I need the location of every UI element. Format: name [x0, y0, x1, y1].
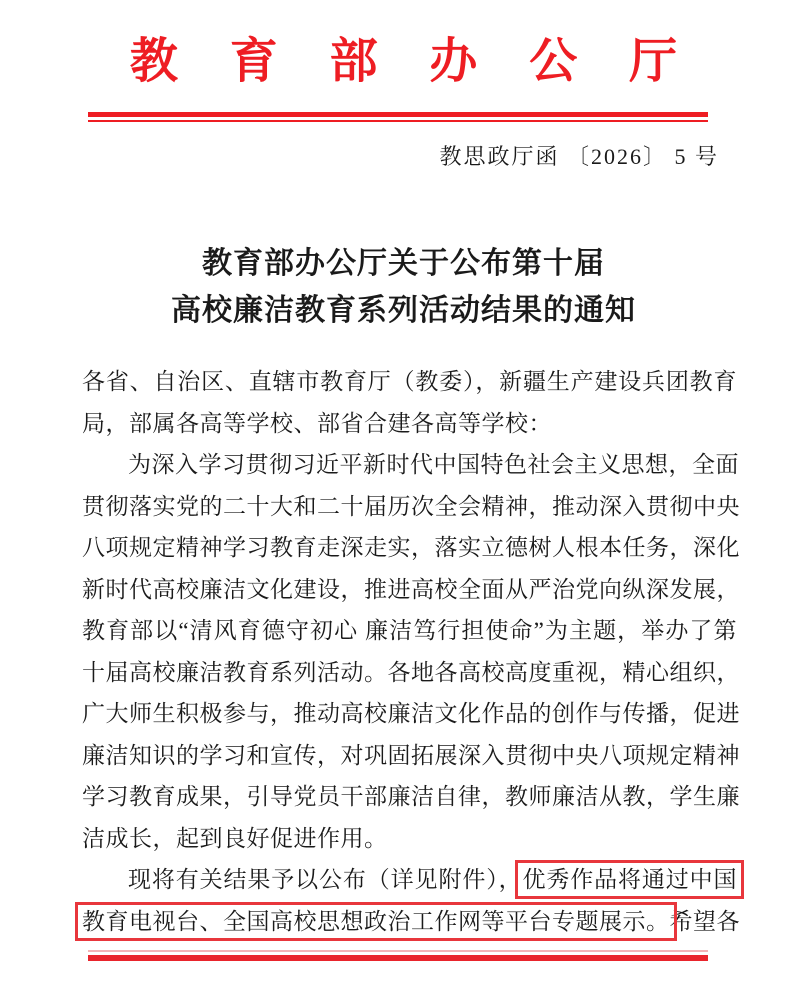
body-text-segment: 十届高校廉洁教育系列活动。各地各高校高度重视，精心组织，	[82, 659, 740, 685]
body-line	[82, 901, 740, 943]
body-text-segment: 教育部以“清风育德守初心 廉洁笃行担使命”为主题，举办了第	[82, 618, 737, 643]
body-line	[82, 444, 737, 486]
bottom-separator-thin-line	[88, 950, 708, 952]
document-number: 教思政厅函 〔2026〕 5 号	[439, 144, 719, 169]
notice-title	[0, 240, 807, 334]
body-text-segment: 廉洁知识的学习和宣传，对巩固拓展深入贯彻中央八项规定精神	[82, 742, 740, 768]
body-text-segment: 希望各	[669, 908, 740, 934]
body-line	[82, 403, 737, 445]
body-text-segment: 洁成长，起到良好促进作用。	[82, 825, 388, 851]
body-line	[82, 569, 740, 611]
body-text-segment: 广大师生积极参与，推动高校廉洁文化作品的创作与传播，促进	[82, 701, 740, 726]
top-separator-thin-line	[88, 120, 708, 122]
body-line	[82, 776, 740, 818]
letterhead-agency-name: 教育部办公厅	[129, 35, 729, 88]
body-line	[82, 610, 737, 652]
notice-title-line2: 高校廉洁教育系列活动结果的通知	[171, 294, 636, 327]
notice-title-line1: 教育部办公厅关于公布第十届	[202, 247, 605, 280]
body-line	[82, 361, 737, 403]
document-body	[82, 361, 740, 942]
body-line	[82, 527, 740, 569]
body-text-segment: 现将有关结果予以公布（详见附件），	[128, 867, 523, 892]
highlight-box: 教育电视台、全国高校思想政治工作网等平台专题展示。	[82, 908, 670, 934]
body-text-segment: 局，部属各高等学校、部省合建各高等学校：	[82, 410, 552, 436]
body-line	[82, 818, 737, 860]
body-text-segment: 学习教育成果，引导党员干部廉洁自律，教师廉洁从教，学生廉	[82, 784, 740, 809]
body-text-segment: 各省、自治区、直辖市教育厅（教委），新疆生产建设兵团教育	[82, 369, 737, 394]
body-text-segment: 八项规定精神学习教育走深走实，落实立德树人根本任务，深化	[82, 535, 740, 560]
bottom-separator-thick-line	[88, 955, 708, 961]
body-line	[82, 859, 737, 901]
body-text-segment: 为深入学习贯彻习近平新时代中国特色社会主义思想，全面	[128, 452, 739, 477]
top-separator-thick-line	[88, 112, 708, 117]
body-line	[82, 693, 740, 735]
highlight-box: 优秀作品将通过中国	[522, 867, 738, 892]
body-line	[82, 735, 740, 777]
body-line	[82, 652, 740, 694]
body-line	[82, 486, 740, 528]
body-text-segment: 新时代高校廉洁文化建设，推进高校全面从严治党向纵深发展，	[82, 576, 740, 602]
body-text-segment: 贯彻落实党的二十大和二十届历次全会精神，推动深入贯彻中央	[82, 493, 740, 519]
